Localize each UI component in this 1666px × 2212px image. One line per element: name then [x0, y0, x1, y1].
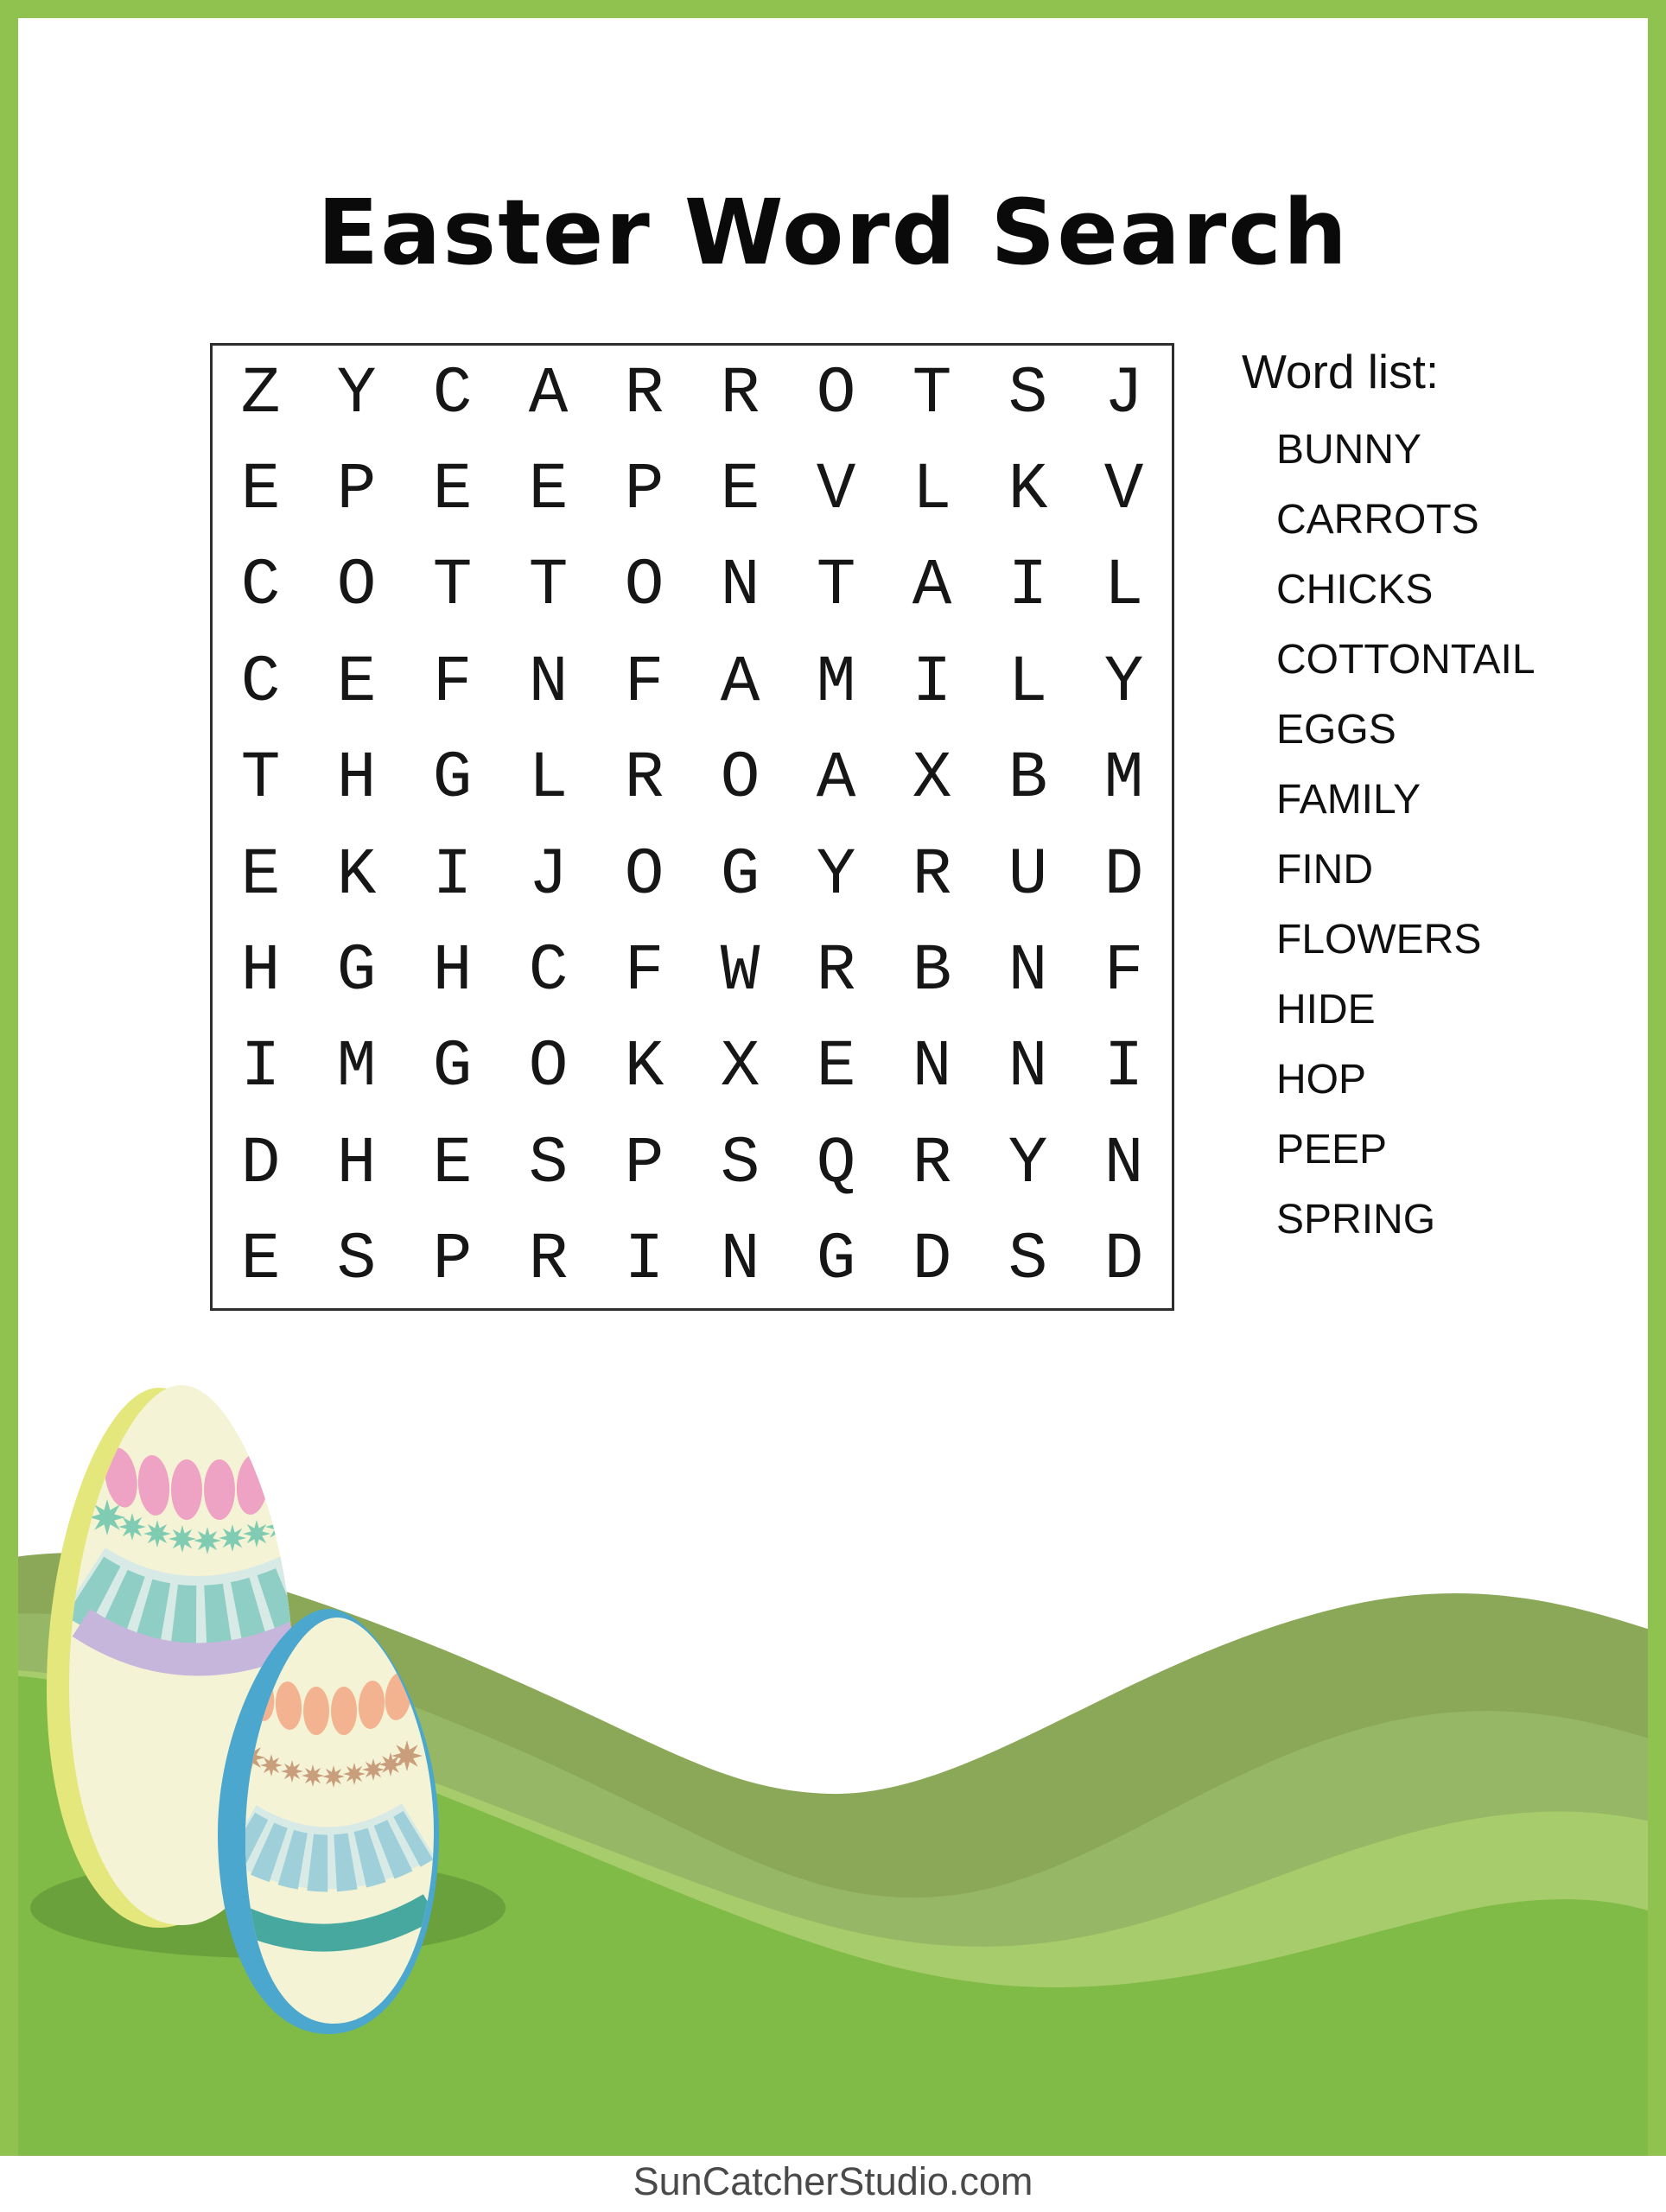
grid-cell: R	[624, 741, 664, 817]
grid-cell: I	[1103, 1030, 1144, 1105]
word-list-header: Word list:	[1242, 345, 1440, 398]
grid-cell: R	[624, 356, 664, 431]
grid-cell: T	[816, 549, 856, 624]
word-list-item: CARROTS	[1276, 497, 1479, 543]
grid-cell: N	[720, 1223, 760, 1298]
grid-cell: O	[816, 356, 856, 431]
grid-cell: Z	[240, 356, 281, 431]
grid-cell: P	[336, 453, 377, 528]
grid-cell: P	[432, 1223, 473, 1298]
word-list-item: HIDE	[1276, 987, 1376, 1033]
grid-cell: A	[528, 356, 569, 431]
grid-cell: O	[528, 1030, 569, 1105]
grid-cell: Y	[1103, 645, 1144, 720]
grid-cell: N	[1103, 1126, 1144, 1201]
grid-cell: D	[1103, 837, 1144, 912]
grid-cell: I	[624, 1223, 664, 1298]
grid-cell: E	[720, 453, 760, 528]
grid-cell: P	[624, 453, 664, 528]
word-list-panel	[1242, 344, 1536, 1255]
grid-cell: S	[1008, 356, 1048, 431]
grid-cell: C	[240, 645, 281, 720]
grid-cell: J	[1103, 356, 1144, 431]
word-list	[1242, 415, 1536, 1255]
grid-cell: E	[432, 1126, 473, 1201]
grid-cell: K	[624, 1030, 664, 1105]
grid-cell: O	[624, 549, 664, 624]
grid-cell: D	[240, 1126, 281, 1201]
grid-cell: A	[816, 741, 856, 817]
grid-cell: O	[720, 741, 760, 817]
page-border-left	[0, 0, 18, 2156]
grid-cell: E	[336, 645, 377, 720]
grid-cell: J	[528, 837, 569, 912]
grid-cell: E	[528, 453, 569, 528]
grid-cell: I	[912, 645, 952, 720]
grid-cell: Y	[1008, 1126, 1048, 1201]
grid-cell: G	[720, 837, 760, 912]
grid-cell: O	[624, 837, 664, 912]
grid-cell: X	[720, 1030, 760, 1105]
grid-cell: C	[240, 549, 281, 624]
grid-cell: G	[432, 741, 473, 817]
grid-cell: C	[528, 934, 569, 1009]
grid-cell: R	[816, 934, 856, 1009]
footer-credit: SunCatcherStudio.com	[633, 2159, 1033, 2203]
grid-cell: O	[336, 549, 377, 624]
grid-cell: V	[1103, 453, 1144, 528]
grid-cell: U	[1008, 837, 1048, 912]
grid-cell: E	[240, 1223, 281, 1298]
grid-cell: Q	[816, 1126, 856, 1201]
grid-cell: G	[336, 934, 377, 1009]
grid-cell: A	[912, 549, 952, 624]
puzzle-grid	[210, 343, 1174, 1311]
grid-cell: P	[624, 1126, 664, 1201]
word-list-item: FIND	[1276, 847, 1373, 893]
grid-cell: E	[432, 453, 473, 528]
grid-cell: F	[624, 934, 664, 1009]
grid-cell: N	[912, 1030, 952, 1105]
grid-cell: K	[1008, 453, 1048, 528]
grid-cell: B	[1008, 741, 1048, 817]
grid-cell: S	[336, 1223, 377, 1298]
grid-cell: M	[816, 645, 856, 720]
grid-cell: G	[816, 1223, 856, 1298]
grid-cell: V	[816, 453, 856, 528]
grid-cell: L	[1008, 645, 1048, 720]
grid-cell: N	[720, 549, 760, 624]
page-border-top	[0, 0, 1666, 18]
grid-cell: N	[528, 645, 569, 720]
grid-cell: A	[720, 645, 760, 720]
word-list-item: FAMILY	[1276, 777, 1421, 823]
word-list-item: PEEP	[1276, 1127, 1388, 1173]
word-list-item: SPRING	[1276, 1197, 1436, 1243]
grid-cell: S	[528, 1126, 569, 1201]
grid-cell: R	[912, 837, 952, 912]
grid-cell: Y	[336, 356, 377, 431]
grid-cell: T	[240, 741, 281, 817]
grid-cell: R	[912, 1126, 952, 1201]
word-list-item: FLOWERS	[1276, 917, 1482, 963]
hills-and-eggs-illustration	[0, 1348, 1666, 2212]
grid-cell: X	[912, 741, 952, 817]
page-border-right	[1648, 0, 1666, 2156]
grid-cell: R	[528, 1223, 569, 1298]
grid-cell: I	[240, 1030, 281, 1105]
grid-cell: T	[528, 549, 569, 624]
grid-cell: Y	[816, 837, 856, 912]
grid-cell: G	[432, 1030, 473, 1105]
grid-cell: R	[720, 356, 760, 431]
grid-cell: S	[1008, 1223, 1048, 1298]
grid-cell: L	[1103, 549, 1144, 624]
word-list-item: HOP	[1276, 1057, 1367, 1103]
grid-cell: E	[240, 453, 281, 528]
grid-cell: F	[624, 645, 664, 720]
grid-cell: E	[240, 837, 281, 912]
grid-cell: F	[432, 645, 473, 720]
grid-cell: I	[432, 837, 473, 912]
word-list-item: COTTONTAIL	[1276, 637, 1536, 683]
word-list-item: EGGS	[1276, 707, 1396, 753]
grid-cell: H	[240, 934, 281, 1009]
grid-cell: H	[432, 934, 473, 1009]
grid-cell: N	[1008, 934, 1048, 1009]
grid-cell: E	[816, 1030, 856, 1105]
grid-cell: H	[336, 1126, 377, 1201]
grid-cell: T	[432, 549, 473, 624]
grid-cell: D	[912, 1223, 952, 1298]
grid-cell: M	[336, 1030, 377, 1105]
grid-cell: H	[336, 741, 377, 817]
grid-cell: L	[528, 741, 569, 817]
grid-cell: L	[912, 453, 952, 528]
grid-cell: N	[1008, 1030, 1048, 1105]
grid-cell: S	[720, 1126, 760, 1201]
grid-cell: F	[1103, 934, 1144, 1009]
grid-cell: C	[432, 356, 473, 431]
word-list-item: CHICKS	[1276, 567, 1434, 613]
grid-cell: B	[912, 934, 952, 1009]
grid-cell: D	[1103, 1223, 1144, 1298]
page-title: Easter Word Search	[317, 179, 1349, 285]
word-list-item: BUNNY	[1276, 427, 1422, 473]
grid-cell: T	[912, 356, 952, 431]
grid-cell: M	[1103, 741, 1144, 817]
grid-cell: I	[1008, 549, 1048, 624]
grid-cell: K	[336, 837, 377, 912]
grid-cell: W	[720, 934, 760, 1009]
